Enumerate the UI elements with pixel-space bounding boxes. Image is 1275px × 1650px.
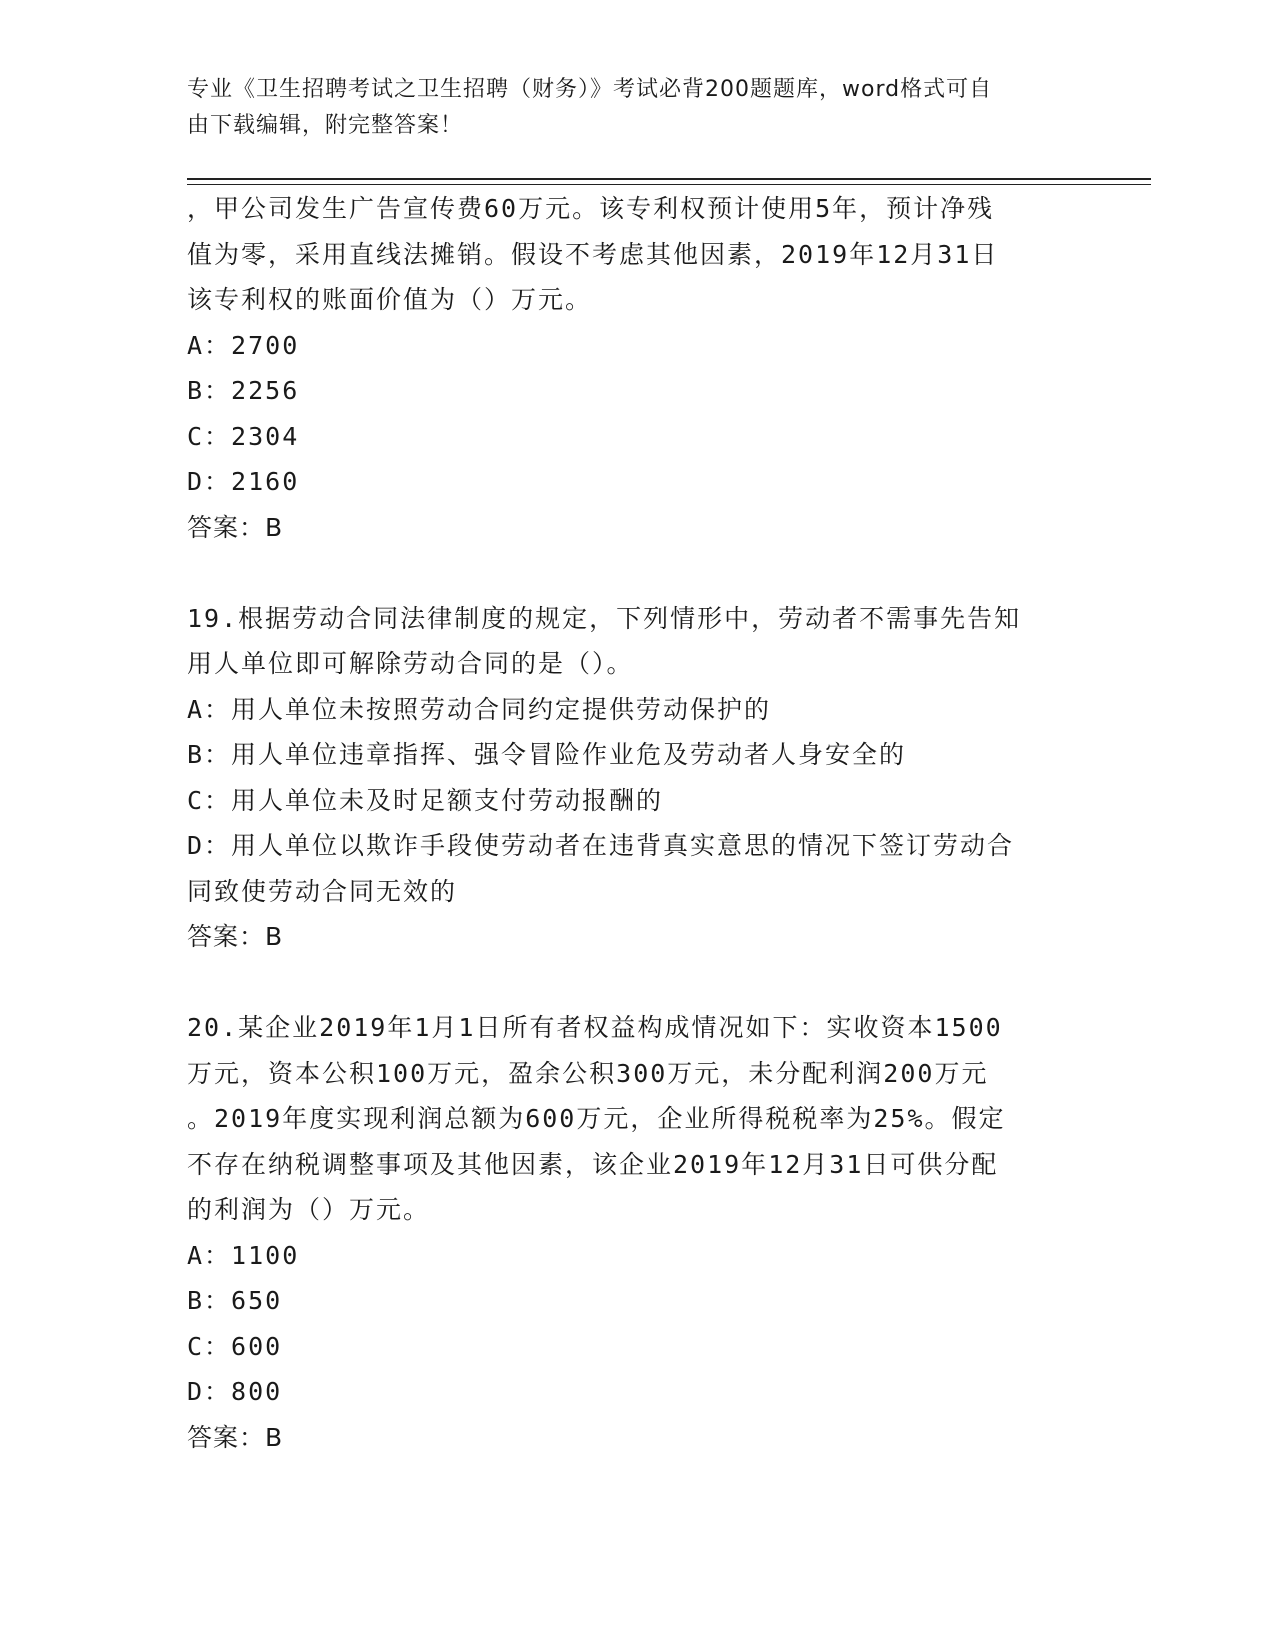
question-18 [187,186,1067,550]
header-divider-thick [187,178,1151,180]
question-stem-line: 。2019年度实现利润总额为600万元，企业所得税税率为25%。假定 [187,1104,1006,1133]
question-stem-line: 不存在纳税调整事项及其他因素，该企业2019年12月31日可供分配 [187,1149,999,1179]
option-d: D：2160 [187,467,300,496]
question-stem-line: 该专利权的账面价值为（）万元。 [187,285,593,314]
option-d: D：用人单位以欺诈手段使劳动者在违背真实意思的情况下签订劳动合 [187,831,1015,860]
document-header [187,72,1067,144]
question-stem-line: ，甲公司发生广告宣传费60万元。该专利权预计使用5年，预计净残 [187,194,995,223]
question-19 [187,596,1067,960]
question-spacer [187,960,1067,1006]
document-content [187,186,1067,1460]
header-divider-thin [187,184,1151,185]
question-stem-line: 值为零，采用直线法摊销。假设不考虑其他因素，2019年12月31日 [187,239,999,269]
option-b: B：2256 [187,376,300,405]
option-b: B：650 [187,1286,283,1315]
question-stem-line: 万元，资本公积100万元，盈余公积300万元，未分配利润200万元 [187,1058,989,1088]
header-title-line-2: 由下载编辑，附完整答案！ [187,113,464,138]
option-c: C：2304 [187,421,300,451]
option-a: A：用人单位未按照劳动合同约定提供劳动保护的 [187,694,772,724]
answer-line: 答案：B [187,512,284,542]
option-d: D：800 [187,1377,283,1406]
question-spacer [187,550,1067,596]
question-stem-line: 20.某企业2019年1月1日所有者权益构成情况如下：实收资本1500 [187,1013,1003,1042]
question-stem-line: 的利润为（）万元。 [187,1195,431,1224]
question-20 [187,1005,1067,1460]
option-a: A：1100 [187,1240,300,1270]
option-a: A：2700 [187,330,300,360]
answer-line: 答案：B [187,922,284,951]
question-stem-line: 用人单位即可解除劳动合同的是（）。 [187,649,634,678]
answer-line: 答案：B [187,1422,284,1452]
question-stem-line: 19.根据劳动合同法律制度的规定，下列情形中，劳动者不需事先告知 [187,603,1022,633]
option-c: C：600 [187,1331,283,1361]
option-d-continued: 同致使劳动合同无效的 [187,876,458,906]
option-c: C：用人单位未及时足额支付劳动报酬的 [187,785,664,815]
header-title-line-1: 专业《卫生招聘考试之卫生招聘（财务）》考试必背200题题库，word格式可自 [187,77,993,102]
option-b: B：用人单位违章指挥、强令冒险作业危及劳动者人身安全的 [187,740,907,769]
